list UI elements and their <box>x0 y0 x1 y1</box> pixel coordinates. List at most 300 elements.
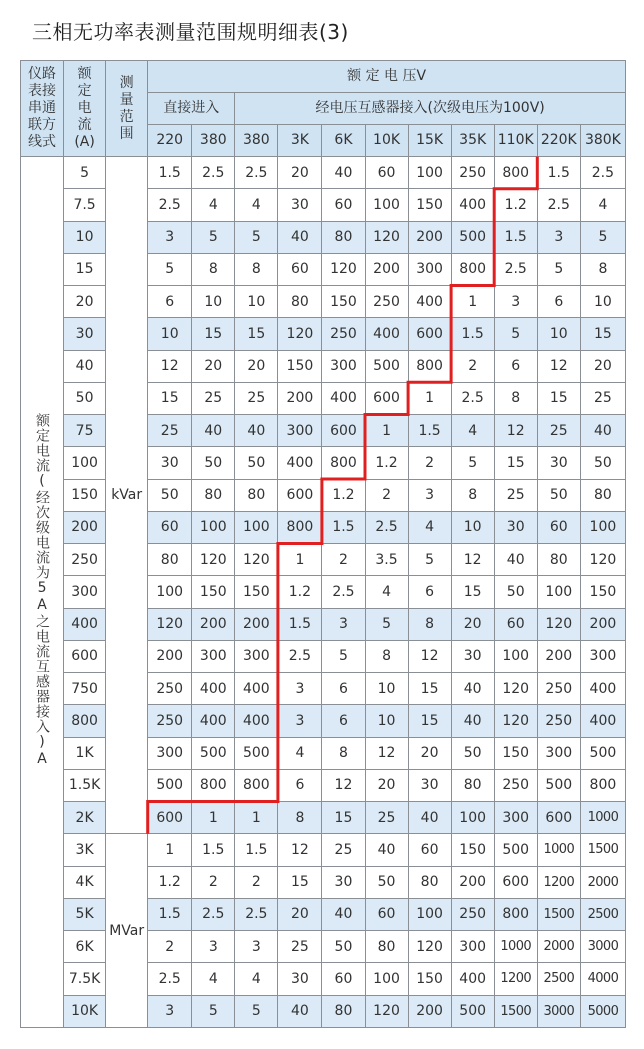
value-cell: 15 <box>192 318 235 350</box>
value-cell: 10 <box>365 705 408 737</box>
voltage-header-10: 380K <box>580 125 625 157</box>
value-cell: 150 <box>278 350 322 382</box>
value-cell: 2.5 <box>494 253 537 285</box>
value-cell: 5 <box>235 221 278 253</box>
value-cell: 40 <box>451 705 494 737</box>
value-cell: 30 <box>537 447 580 479</box>
value-cell: 150 <box>580 576 625 608</box>
value-cell: 1.2 <box>278 576 322 608</box>
value-cell: 12 <box>322 769 365 801</box>
value-cell: 300 <box>322 350 365 382</box>
value-cell: 120 <box>494 705 537 737</box>
value-cell: 4 <box>580 189 625 221</box>
value-cell: 15 <box>148 382 192 414</box>
value-cell: 600 <box>494 866 537 898</box>
value-cell: 50 <box>494 576 537 608</box>
value-cell: 250 <box>365 286 408 318</box>
value-cell: 1 <box>408 382 451 414</box>
range-table-body <box>21 157 626 1028</box>
value-cell: 6 <box>148 286 192 318</box>
wiring-label: 额定电流(经次级电流为5A之电流互感器接入)A <box>34 412 51 768</box>
current-cell: 1.5K <box>64 769 106 801</box>
value-cell: 2.5 <box>235 157 278 189</box>
value-cell: 120 <box>148 608 192 640</box>
value-cell: 500 <box>365 350 408 382</box>
value-cell: 3 <box>278 705 322 737</box>
current-cell: 5 <box>64 157 106 189</box>
value-cell: 10 <box>451 511 494 543</box>
value-cell: 5 <box>451 447 494 479</box>
rated-current-header-text: 额 定 电 流 (A) <box>74 66 95 150</box>
value-cell: 250 <box>322 318 365 350</box>
value-cell: 15 <box>580 318 625 350</box>
value-cell: 30 <box>408 769 451 801</box>
value-cell: 40 <box>278 995 322 1028</box>
value-cell: 2.5 <box>365 511 408 543</box>
value-cell: 800 <box>192 769 235 801</box>
value-cell: 6 <box>408 576 451 608</box>
value-cell: 2.5 <box>322 576 365 608</box>
voltage-header-4: 6K <box>322 125 365 157</box>
current-cell: 6K <box>64 931 106 963</box>
current-cell: 30 <box>64 318 106 350</box>
value-cell: 500 <box>580 737 625 769</box>
value-cell: 40 <box>451 673 494 705</box>
value-cell: 5 <box>580 221 625 253</box>
value-cell: 300 <box>451 931 494 963</box>
value-cell: 12 <box>451 544 494 576</box>
value-cell: 120 <box>365 221 408 253</box>
rated-voltage-header: 额 定 电 压V <box>148 61 626 93</box>
value-cell: 30 <box>322 866 365 898</box>
value-cell: 400 <box>192 705 235 737</box>
value-cell: 1200 <box>494 963 537 995</box>
value-cell: 2.5 <box>148 189 192 221</box>
current-cell: 200 <box>64 511 106 543</box>
value-cell: 40 <box>580 415 625 447</box>
value-cell: 100 <box>148 576 192 608</box>
value-cell: 2.5 <box>192 898 235 930</box>
value-cell: 1500 <box>494 995 537 1028</box>
value-cell: 5 <box>148 253 192 285</box>
current-cell: 20 <box>64 286 106 318</box>
value-cell: 1 <box>192 802 235 834</box>
value-cell: 10 <box>192 286 235 318</box>
value-cell: 800 <box>322 447 365 479</box>
value-cell: 400 <box>408 286 451 318</box>
value-cell: 2 <box>451 350 494 382</box>
value-cell: 8 <box>322 737 365 769</box>
value-cell: 80 <box>235 479 278 511</box>
value-cell: 800 <box>494 898 537 930</box>
value-cell: 150 <box>192 576 235 608</box>
value-cell: 2.5 <box>451 382 494 414</box>
value-cell: 1 <box>235 802 278 834</box>
value-cell: 1 <box>365 415 408 447</box>
value-cell: 15 <box>494 447 537 479</box>
value-cell: 4000 <box>580 963 625 995</box>
value-cell: 1.5 <box>278 608 322 640</box>
current-cell: 10 <box>64 221 106 253</box>
value-cell: 80 <box>580 479 625 511</box>
value-cell: 100 <box>451 802 494 834</box>
value-cell: 80 <box>322 221 365 253</box>
value-cell: 40 <box>278 221 322 253</box>
wiring-header <box>21 61 64 157</box>
value-cell: 1 <box>451 286 494 318</box>
value-cell: 6 <box>537 286 580 318</box>
value-cell: 80 <box>278 286 322 318</box>
value-cell: 80 <box>365 931 408 963</box>
value-cell: 200 <box>365 253 408 285</box>
value-cell: 3000 <box>580 931 625 963</box>
value-cell: 1.2 <box>365 447 408 479</box>
value-cell: 150 <box>408 189 451 221</box>
value-cell: 15 <box>408 673 451 705</box>
value-cell: 3 <box>408 479 451 511</box>
value-cell: 2500 <box>537 963 580 995</box>
wiring-label-cell <box>21 157 64 1028</box>
value-cell: 25 <box>537 415 580 447</box>
value-cell: 600 <box>278 479 322 511</box>
current-cell: 4K <box>64 866 106 898</box>
value-cell: 200 <box>408 995 451 1028</box>
value-cell: 8 <box>235 253 278 285</box>
value-cell: 120 <box>278 318 322 350</box>
value-cell: 25 <box>148 415 192 447</box>
value-cell: 200 <box>408 221 451 253</box>
value-cell: 8 <box>278 802 322 834</box>
value-cell: 250 <box>537 705 580 737</box>
value-cell: 2500 <box>580 898 625 930</box>
value-cell: 400 <box>322 382 365 414</box>
current-cell: 40 <box>64 350 106 382</box>
value-cell: 25 <box>278 931 322 963</box>
value-cell: 6 <box>322 673 365 705</box>
current-cell: 7.5K <box>64 963 106 995</box>
value-cell: 5 <box>365 608 408 640</box>
value-cell: 40 <box>192 415 235 447</box>
value-cell: 200 <box>235 608 278 640</box>
value-cell: 500 <box>537 769 580 801</box>
value-cell: 1.5 <box>192 834 235 866</box>
value-cell: 600 <box>322 415 365 447</box>
value-cell: 40 <box>494 544 537 576</box>
value-cell: 400 <box>580 673 625 705</box>
value-cell: 12 <box>365 737 408 769</box>
value-cell: 2 <box>322 544 365 576</box>
value-cell: 15 <box>451 576 494 608</box>
value-cell: 800 <box>278 511 322 543</box>
current-cell: 15 <box>64 253 106 285</box>
value-cell: 120 <box>322 253 365 285</box>
value-cell: 50 <box>192 447 235 479</box>
current-cell: 3K <box>64 834 106 866</box>
value-cell: 20 <box>408 737 451 769</box>
value-cell: 5 <box>494 318 537 350</box>
value-cell: 50 <box>580 447 625 479</box>
current-cell: 10K <box>64 995 106 1028</box>
value-cell: 100 <box>537 576 580 608</box>
value-cell: 1500 <box>580 834 625 866</box>
value-cell: 1000 <box>580 802 625 834</box>
value-cell: 40 <box>322 157 365 189</box>
value-cell: 150 <box>451 834 494 866</box>
value-cell: 80 <box>537 544 580 576</box>
current-cell: 100 <box>64 447 106 479</box>
value-cell: 2 <box>235 866 278 898</box>
value-cell: 50 <box>365 866 408 898</box>
value-cell: 400 <box>235 705 278 737</box>
value-cell: 12 <box>494 415 537 447</box>
value-cell: 8 <box>192 253 235 285</box>
value-cell: 15 <box>322 802 365 834</box>
value-cell: 60 <box>365 898 408 930</box>
voltage-header-6: 15K <box>408 125 451 157</box>
value-cell: 400 <box>365 318 408 350</box>
value-cell: 3 <box>235 931 278 963</box>
value-cell: 8 <box>494 382 537 414</box>
value-cell: 20 <box>278 157 322 189</box>
value-cell: 60 <box>537 511 580 543</box>
value-cell: 1.2 <box>494 189 537 221</box>
value-cell: 40 <box>408 802 451 834</box>
value-cell: 5 <box>537 253 580 285</box>
value-cell: 100 <box>580 511 625 543</box>
value-cell: 3.5 <box>365 544 408 576</box>
value-cell: 30 <box>278 963 322 995</box>
voltage-header-7: 35K <box>451 125 494 157</box>
value-cell: 2 <box>148 931 192 963</box>
value-cell: 2.5 <box>278 640 322 672</box>
value-cell: 1 <box>278 544 322 576</box>
direct-entry-header: 直接进入 <box>148 93 235 125</box>
value-cell: 800 <box>408 350 451 382</box>
value-cell: 5 <box>192 995 235 1028</box>
value-cell: 10 <box>235 286 278 318</box>
value-cell: 3 <box>148 221 192 253</box>
table-row <box>21 834 626 866</box>
page-title: 三相无功率表测量范围规明细表(3) <box>32 20 349 44</box>
value-cell: 400 <box>451 189 494 221</box>
value-cell: 120 <box>365 995 408 1028</box>
value-cell: 10 <box>148 318 192 350</box>
value-cell: 300 <box>537 737 580 769</box>
value-cell: 30 <box>278 189 322 221</box>
value-cell: 1.5 <box>235 834 278 866</box>
value-cell: 250 <box>148 705 192 737</box>
value-cell: 100 <box>365 963 408 995</box>
value-cell: 120 <box>235 544 278 576</box>
voltage-header-5: 10K <box>365 125 408 157</box>
value-cell: 25 <box>322 834 365 866</box>
value-cell: 1.2 <box>322 479 365 511</box>
value-cell: 120 <box>408 931 451 963</box>
value-cell: 500 <box>148 769 192 801</box>
value-cell: 1.5 <box>494 221 537 253</box>
value-cell: 2.5 <box>192 157 235 189</box>
value-cell: 6 <box>278 769 322 801</box>
value-cell: 30 <box>148 447 192 479</box>
value-cell: 10 <box>365 673 408 705</box>
value-cell: 600 <box>365 382 408 414</box>
value-cell: 100 <box>235 511 278 543</box>
value-cell: 1.5 <box>451 318 494 350</box>
value-cell: 600 <box>408 318 451 350</box>
value-cell: 50 <box>537 479 580 511</box>
value-cell: 80 <box>408 866 451 898</box>
value-cell: 800 <box>580 769 625 801</box>
value-cell: 200 <box>451 866 494 898</box>
value-cell: 3000 <box>537 995 580 1028</box>
value-cell: 5 <box>408 544 451 576</box>
value-cell: 60 <box>148 511 192 543</box>
value-cell: 600 <box>537 802 580 834</box>
value-cell: 2.5 <box>148 963 192 995</box>
value-cell: 2.5 <box>235 898 278 930</box>
value-cell: 10 <box>537 318 580 350</box>
value-cell: 2.5 <box>580 157 625 189</box>
value-cell: 150 <box>235 576 278 608</box>
value-cell: 30 <box>451 640 494 672</box>
value-cell: 25 <box>365 802 408 834</box>
value-cell: 20 <box>451 608 494 640</box>
value-cell: 150 <box>494 737 537 769</box>
value-cell: 60 <box>365 157 408 189</box>
value-cell: 1.5 <box>322 511 365 543</box>
value-cell: 200 <box>148 640 192 672</box>
current-cell: 600 <box>64 640 106 672</box>
value-cell: 8 <box>408 608 451 640</box>
value-cell: 25 <box>192 382 235 414</box>
voltage-header-9: 220K <box>537 125 580 157</box>
rated-current-header <box>64 61 106 157</box>
value-cell: 4 <box>235 189 278 221</box>
value-cell: 60 <box>494 608 537 640</box>
value-cell: 15 <box>235 318 278 350</box>
value-cell: 250 <box>148 673 192 705</box>
value-cell: 50 <box>322 931 365 963</box>
value-cell: 6 <box>494 350 537 382</box>
value-cell: 3 <box>148 995 192 1028</box>
value-cell: 25 <box>235 382 278 414</box>
value-cell: 2000 <box>580 866 625 898</box>
current-cell: 50 <box>64 382 106 414</box>
value-cell: 8 <box>365 640 408 672</box>
value-cell: 4 <box>235 963 278 995</box>
value-cell: 250 <box>451 898 494 930</box>
value-cell: 200 <box>537 640 580 672</box>
value-cell: 2.5 <box>537 189 580 221</box>
value-cell: 600 <box>148 802 192 834</box>
value-cell: 25 <box>494 479 537 511</box>
value-cell: 250 <box>451 157 494 189</box>
value-cell: 400 <box>451 963 494 995</box>
value-cell: 100 <box>365 189 408 221</box>
value-cell: 80 <box>451 769 494 801</box>
value-cell: 3 <box>537 221 580 253</box>
value-cell: 3 <box>322 608 365 640</box>
value-cell: 250 <box>494 769 537 801</box>
value-cell: 15 <box>537 382 580 414</box>
value-cell: 60 <box>408 834 451 866</box>
voltage-header-8: 110K <box>494 125 537 157</box>
measure-range-header-text: 测 量 范 围 <box>119 74 134 142</box>
value-cell: 300 <box>192 640 235 672</box>
value-cell: 12 <box>278 834 322 866</box>
via-pt-header: 经电压互感器接入(次级电压为100V) <box>235 93 626 125</box>
current-cell: 800 <box>64 705 106 737</box>
value-cell: 80 <box>322 995 365 1028</box>
value-cell: 500 <box>494 834 537 866</box>
voltage-header-1: 380 <box>192 125 235 157</box>
voltage-header-2: 380 <box>235 125 278 157</box>
value-cell: 4 <box>408 511 451 543</box>
value-cell: 20 <box>580 350 625 382</box>
current-cell: 7.5 <box>64 189 106 221</box>
value-cell: 2 <box>192 866 235 898</box>
value-cell: 6 <box>322 705 365 737</box>
current-cell: 5K <box>64 898 106 930</box>
value-cell: 1.2 <box>148 866 192 898</box>
unit-mvar-cell: MVar <box>106 834 148 1028</box>
value-cell: 4 <box>365 576 408 608</box>
value-cell: 3 <box>278 673 322 705</box>
value-cell: 50 <box>235 447 278 479</box>
value-cell: 800 <box>451 253 494 285</box>
value-cell: 1200 <box>537 866 580 898</box>
value-cell: 120 <box>494 673 537 705</box>
value-cell: 500 <box>451 995 494 1028</box>
value-cell: 3 <box>494 286 537 318</box>
value-cell: 60 <box>278 253 322 285</box>
value-cell: 40 <box>365 834 408 866</box>
voltage-header-3: 3K <box>278 125 322 157</box>
value-cell: 80 <box>148 544 192 576</box>
range-table-wrap <box>20 60 626 1028</box>
value-cell: 150 <box>322 286 365 318</box>
value-cell: 200 <box>580 608 625 640</box>
value-cell: 5 <box>192 221 235 253</box>
value-cell: 20 <box>278 898 322 930</box>
current-cell: 750 <box>64 673 106 705</box>
table-row <box>21 157 626 189</box>
value-cell: 3 <box>192 931 235 963</box>
value-cell: 5 <box>322 640 365 672</box>
value-cell: 4 <box>451 415 494 447</box>
value-cell: 100 <box>408 157 451 189</box>
value-cell: 200 <box>278 382 322 414</box>
value-cell: 400 <box>192 673 235 705</box>
value-cell: 400 <box>278 447 322 479</box>
value-cell: 250 <box>537 673 580 705</box>
value-cell: 5000 <box>580 995 625 1028</box>
value-cell: 100 <box>192 511 235 543</box>
wiring-header-text: 仪路 表接 串通 联方 线式 <box>28 66 57 150</box>
value-cell: 12 <box>408 640 451 672</box>
value-cell: 4 <box>278 737 322 769</box>
value-cell: 1.5 <box>408 415 451 447</box>
value-cell: 10 <box>580 286 625 318</box>
value-cell: 25 <box>580 382 625 414</box>
value-cell: 400 <box>580 705 625 737</box>
current-cell: 1K <box>64 737 106 769</box>
value-cell: 8 <box>580 253 625 285</box>
value-cell: 120 <box>192 544 235 576</box>
value-cell: 200 <box>192 608 235 640</box>
value-cell: 400 <box>235 673 278 705</box>
value-cell: 30 <box>494 511 537 543</box>
